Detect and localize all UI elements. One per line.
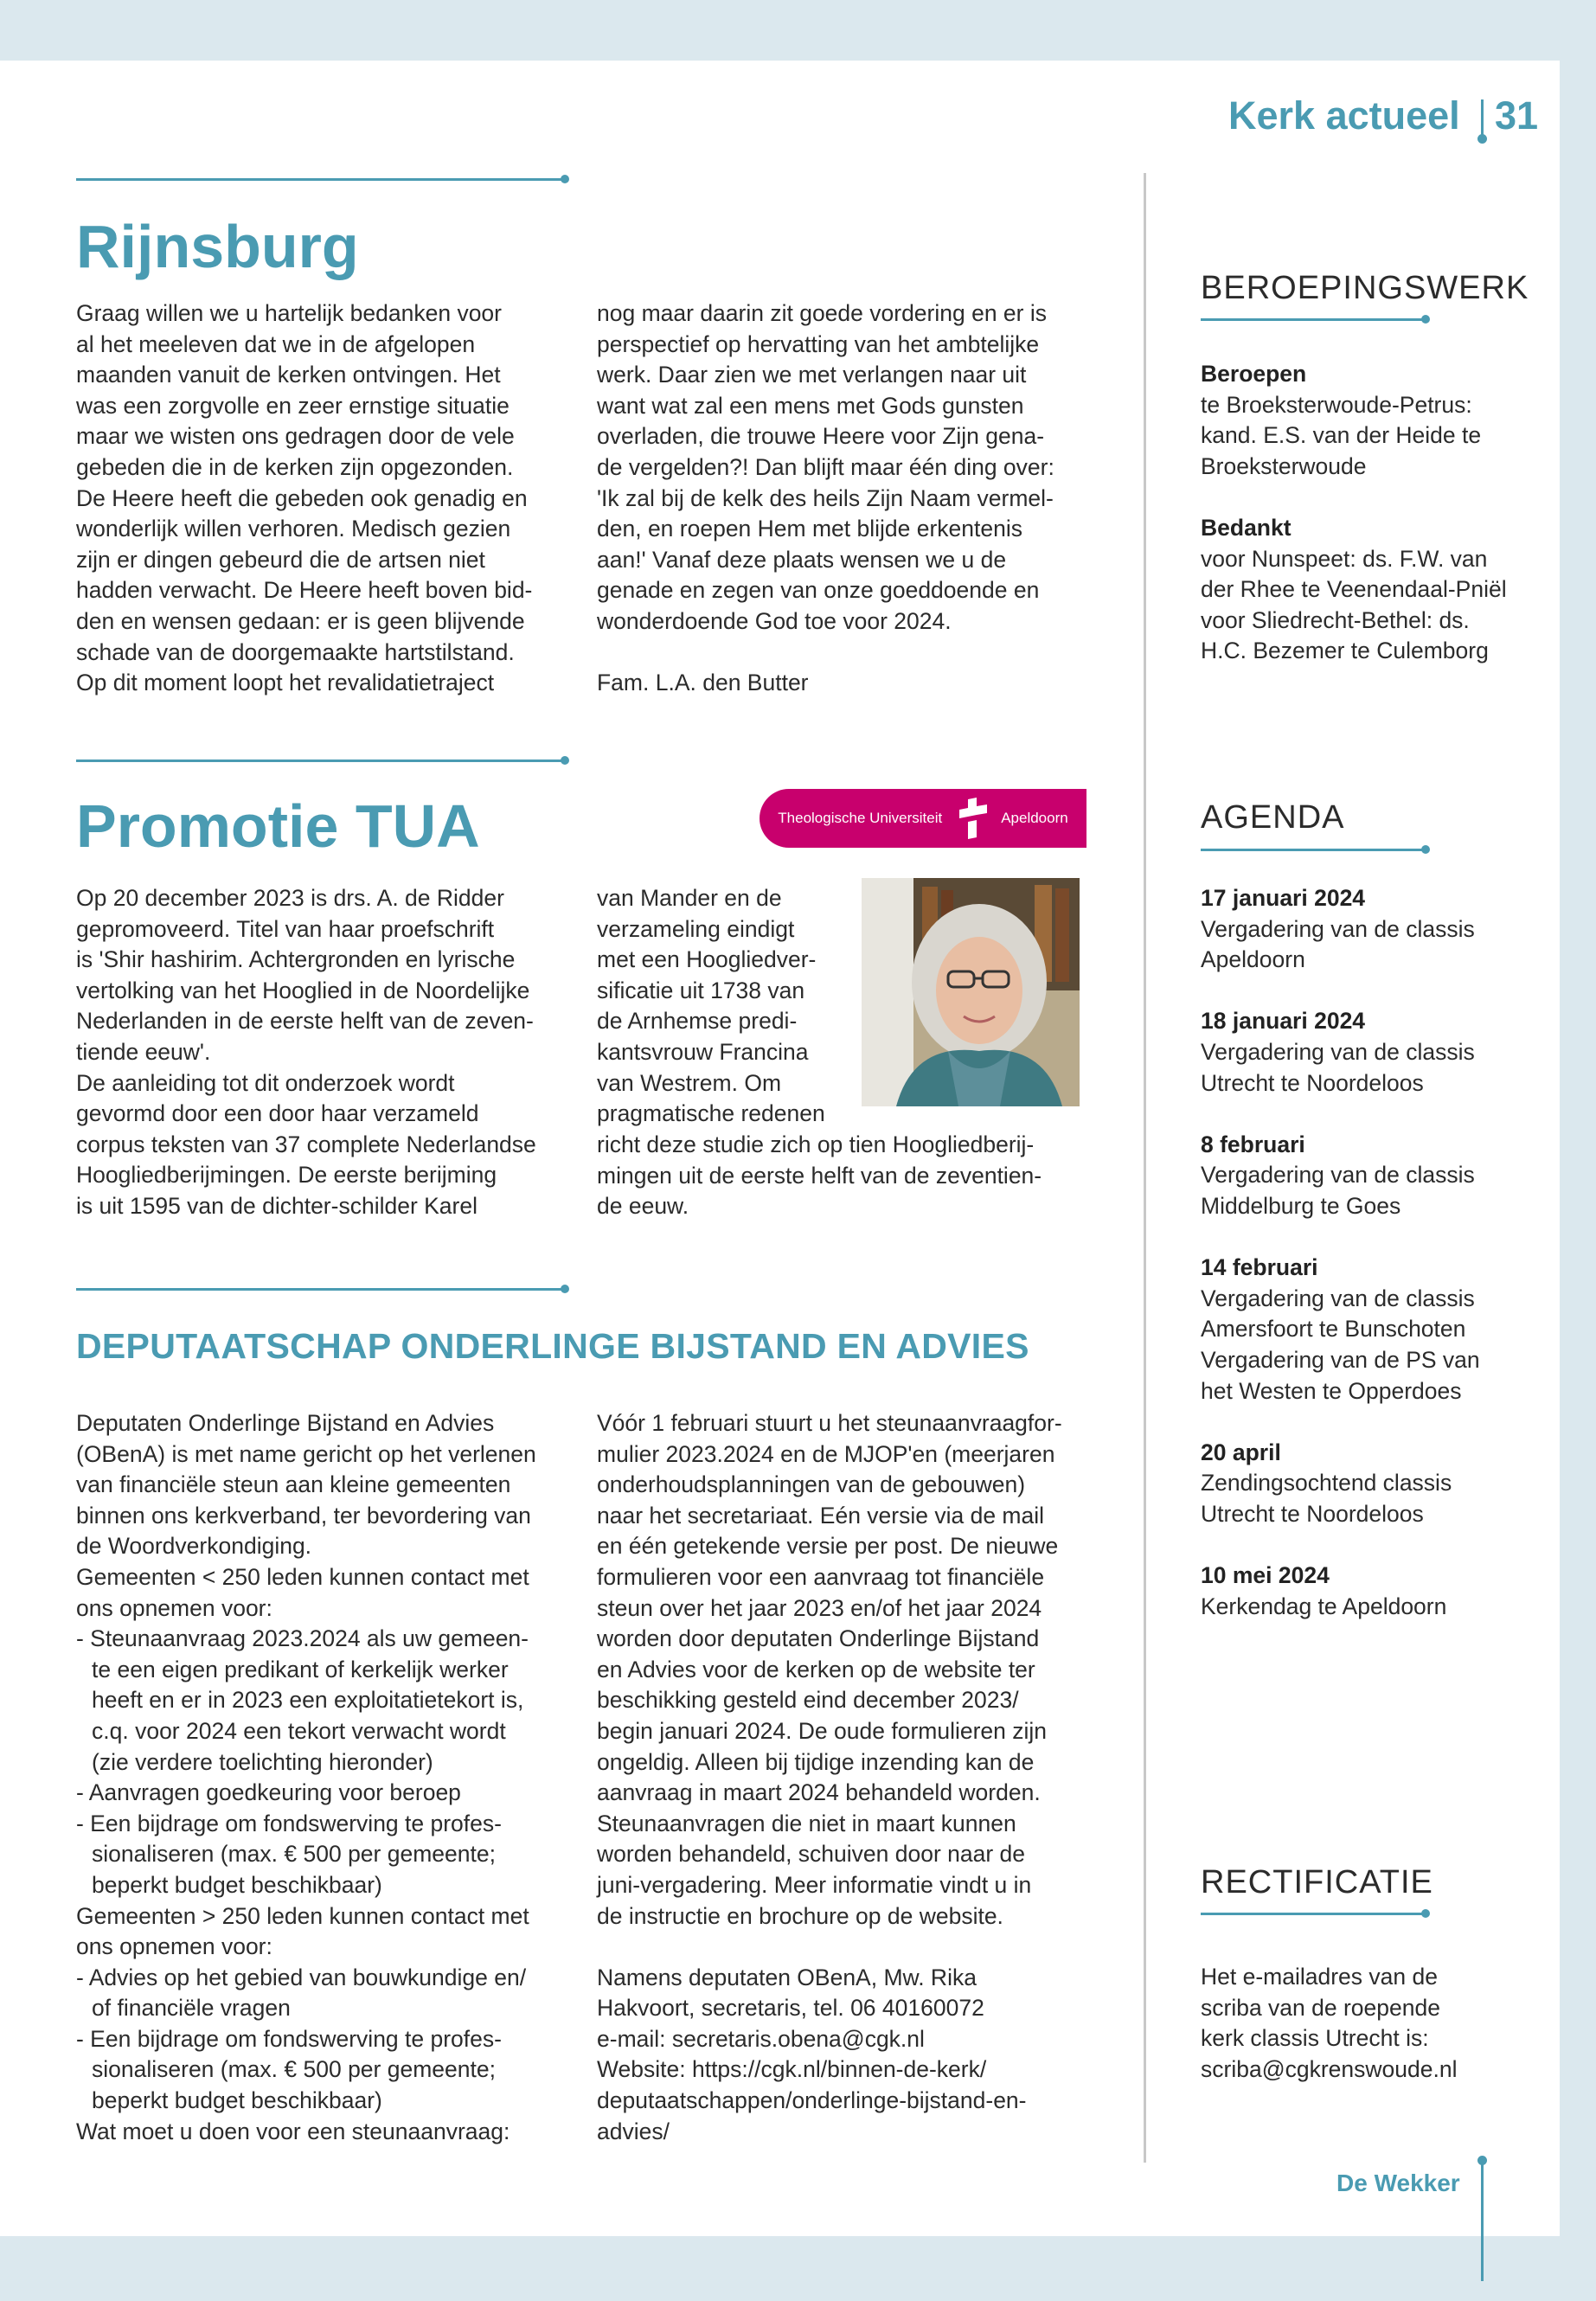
text-line: want wat zal een mens met Gods gunsten — [597, 392, 1024, 419]
text-line: steun over het jaar 2023 en/of het jaar 2024 — [597, 1594, 1042, 1621]
text-line: Steunaanvragen die niet in maart kunnen — [597, 1810, 1016, 1836]
text-line: maanden vanuit de kerken ontvingen. Het — [76, 362, 501, 388]
text-line: kerk classis Utrecht is: — [1201, 2025, 1429, 2052]
text-line: voor Nunspeet: ds. F.W. van — [1201, 545, 1488, 572]
agenda-description: Vergadering van de classis — [1201, 1162, 1475, 1189]
header-divider-dot — [1477, 134, 1487, 144]
beroepingswerk-content — [1201, 359, 1538, 698]
text-line: beperkt budget beschikbaar) — [92, 2087, 382, 2114]
section-rule — [76, 1288, 565, 1291]
promotie-right-continued — [597, 1130, 1090, 1222]
text-line: worden door deputaten Onderlinge Bijstand — [597, 1625, 1040, 1652]
sidebar-rule — [1201, 1913, 1426, 1915]
text-line: De aanleiding tot dit onderzoek wordt — [76, 1069, 455, 1096]
text-line: genade en zegen van onze goeddoende en — [597, 577, 1040, 604]
text-line: beperkt budget beschikbaar) — [92, 1871, 382, 1898]
text-line: Wat moet u doen voor een steunaanvraag: — [76, 2118, 510, 2144]
text-line: tiende eeuw'. — [76, 1038, 211, 1065]
text-line: de vergelden?! Dan blijft maar één ding over: — [597, 453, 1054, 480]
text-line: te een eigen predikant of kerkelijk werker — [92, 1656, 509, 1682]
text-line: den en wensen gedaan: er is geen blijvende — [76, 607, 525, 634]
logo-text-right: Apeldoorn — [1001, 810, 1068, 826]
text-line: wonderdoende God toe voor 2024. — [597, 607, 952, 634]
text-line: pragmatische redenen — [597, 1100, 825, 1127]
text-line: 'Ik zal bij de kelk des heils Zijn Naam vermel- — [597, 484, 1054, 511]
text-line: Gemeenten > 250 leden kunnen contact met — [76, 1902, 529, 1929]
text-line: sificatie uit 1738 van — [597, 977, 805, 1003]
agenda-entry — [1201, 1130, 1538, 1222]
article-title-obena: DEPUTAATSCHAP ONDERLINGE BIJSTAND EN ADVIES — [76, 1326, 1029, 1366]
logo-text-left: Theologische Universiteit — [778, 810, 943, 826]
section-title: Kerk actueel — [1228, 93, 1460, 138]
text-line: Hoogliedberijmingen. De eerste berijming — [76, 1162, 497, 1189]
agenda-description: het Westen te Opperdoes — [1201, 1377, 1462, 1404]
text-line: H.C. Bezemer te Culemborg — [1201, 638, 1489, 664]
rijnsburg-left-column — [76, 298, 569, 699]
contact-line: e-mail: secretaris.obena@cgk.nl — [597, 2025, 925, 2052]
text-line: of financiële vragen — [92, 1995, 291, 2022]
portrait-illustration — [862, 878, 1080, 1106]
text-line: - Advies op het gebied van bouwkundige en/ — [76, 1964, 527, 1990]
text-line: de Arnhemse predi- — [597, 1008, 798, 1035]
article-title-rijnsburg: Rijnsburg — [76, 213, 359, 280]
text-line: Op dit moment loopt het revalidatietraject — [76, 670, 495, 696]
agenda-entry — [1201, 1253, 1538, 1407]
agenda-description: Zendingsochtend classis — [1201, 1470, 1452, 1497]
text-line: zijn er dingen gebeurd die de artsen niet — [76, 546, 485, 573]
contact-line: Namens deputaten OBenA, Mw. Rika — [597, 1964, 977, 1990]
text-line: Broeksterwoude — [1201, 452, 1367, 479]
agenda-date: 14 februari — [1201, 1254, 1318, 1281]
agenda-description: Kerkendag te Apeldoorn — [1201, 1593, 1447, 1619]
contact-line: advies/ — [597, 2118, 670, 2144]
text-line: Nederlanden in de eerste helft van de zeven- — [76, 1008, 534, 1035]
section-rule — [76, 178, 565, 181]
text-line: perspectief op hervatting van het ambtelijke — [597, 330, 1040, 357]
text-line: sionaliseren (max. € 500 per gemeente; — [92, 1841, 496, 1868]
text-line: voor Sliedrecht-Bethel: ds. — [1201, 606, 1470, 633]
text-line: de Woordverkondiging. — [76, 1533, 312, 1560]
text-line: de eeuw. — [597, 1193, 689, 1220]
promotie-right-wrap — [597, 883, 830, 1130]
text-line: mulier 2023.2024 en de MJOP'en (meerjaren — [597, 1440, 1055, 1467]
text-line: den, en roepen Hem met blijde erkentenis — [597, 516, 1023, 542]
text-line: beschikking gesteld eind december 2023/ — [597, 1687, 1019, 1714]
text-line: de instructie en brochure op de website. — [597, 1902, 1003, 1929]
text-line: Op 20 december 2023 is drs. A. de Ridder — [76, 885, 504, 911]
agenda-date: 10 mei 2024 — [1201, 1562, 1330, 1589]
text-line: van financiële steun aan kleine gemeenten — [76, 1471, 511, 1498]
footer-divider — [1481, 2160, 1484, 2281]
agenda-description: Vergadering van de classis — [1201, 915, 1475, 942]
beroepen-label: Beroepen — [1201, 361, 1307, 387]
text-line: overladen, die trouwe Heere voor Zijn gena- — [597, 423, 1045, 450]
text-line: Gemeenten < 250 leden kunnen contact met — [76, 1563, 529, 1590]
agenda-list — [1201, 883, 1538, 1653]
text-line: scriba van de roepende — [1201, 1994, 1440, 2021]
text-line: c.q. voor 2024 een tekort verwacht wordt — [92, 1717, 506, 1744]
text-line: der Rhee te Veenendaal-Pniël — [1201, 576, 1507, 603]
text-line: is uit 1595 van de dichter-schilder Karel — [76, 1192, 478, 1219]
agenda-description: Apeldoorn — [1201, 946, 1305, 973]
obena-right-column — [597, 1408, 1090, 2147]
text-line: - Aanvragen goedkeuring voor beroep — [76, 1779, 461, 1806]
agenda-description: Utrecht te Noordeloos — [1201, 1500, 1424, 1527]
text-line: De Heere heeft die gebeden ook genadig en — [76, 484, 528, 511]
agenda-date: 18 januari 2024 — [1201, 1008, 1366, 1035]
agenda-description: Amersfoort te Bunschoten — [1201, 1316, 1466, 1343]
text-line: sionaliseren (max. € 500 per gemeente; — [92, 2056, 496, 2083]
text-line: - Steunaanvraag 2023.2024 als uw gemeen- — [76, 1625, 529, 1652]
text-line: met een Hoogliedver- — [597, 946, 817, 973]
text-line: Deputaten Onderlinge Bijstand en Advies — [76, 1410, 495, 1436]
signature: Fam. L.A. den Butter — [597, 670, 809, 696]
text-line: formulieren voor een aanvraag tot financiële — [597, 1563, 1045, 1590]
text-line: mingen uit de eerste helft van de zeventien- — [597, 1162, 1042, 1189]
article-title-promotie: Promotie TUA — [76, 792, 480, 860]
agenda-entry — [1201, 1561, 1538, 1622]
text-line: onderhoudsplanningen van de gebouwen) — [597, 1471, 1026, 1498]
agenda-description: Vergadering van de classis — [1201, 1285, 1475, 1311]
text-line: aanvraag in maart 2024 behandeld worden. — [597, 1779, 1041, 1806]
text-line: ons opnemen voor: — [76, 1933, 272, 1960]
text-line: en één getekende versie per post. De nieuwe — [597, 1533, 1059, 1560]
promotie-left-column — [76, 883, 569, 1222]
text-line: en Advies voor de kerken op de website ter — [597, 1656, 1035, 1682]
text-line: nog maar daarin zit goede vordering en er is — [597, 300, 1047, 326]
section-rule — [76, 760, 565, 762]
text-line: gevormd door een door haar verzameld — [76, 1100, 479, 1127]
text-line: worden behandeld, schuiven door naar de — [597, 1841, 1026, 1868]
contact-line: Website: https://cgk.nl/binnen-de-kerk/ — [597, 2056, 987, 2083]
agenda-description: Utrecht te Noordeloos — [1201, 1069, 1424, 1096]
text-line: (OBenA) is met name gericht op het verlenen — [76, 1440, 536, 1467]
text-line: (zie verdere toelichting hieronder) — [92, 1748, 433, 1775]
tua-logo — [760, 789, 1086, 848]
bedankt-label: Bedankt — [1201, 514, 1292, 541]
text-line: kand. E.S. van der Heide te — [1201, 422, 1482, 449]
text-line: - Een bijdrage om fondswerving te profes- — [76, 1810, 502, 1836]
text-line: Graag willen we u hartelijk bedanken voor — [76, 300, 502, 326]
rijnsburg-right-column — [597, 298, 1090, 699]
text-line: heeft en er in 2023 een exploitatietekort is, — [92, 1687, 524, 1714]
text-line: ongeldig. Alleen bij tijdige inzending kan de — [597, 1748, 1035, 1775]
sidebar-heading-agenda: AGENDA — [1201, 799, 1345, 836]
column-divider — [1144, 173, 1146, 2163]
sidebar-heading-rectificatie: RECTIFICATIE — [1201, 1864, 1433, 1900]
text-line: Vóór 1 februari stuurt u het steunaanvraagfor- — [597, 1410, 1062, 1436]
text-line: binnen ons kerkverband, ter bevordering van — [76, 1502, 531, 1529]
text-line: van Westrem. Om — [597, 1069, 782, 1096]
text-line: van Mander en de — [597, 885, 782, 911]
page-number: 31 — [1495, 93, 1539, 138]
agenda-description: Middelburg te Goes — [1201, 1192, 1401, 1219]
obena-left-column — [76, 1408, 569, 2147]
text-line: maar we wisten ons gedragen door de vele — [76, 423, 515, 450]
text-line: corpus teksten van 37 complete Nederlandse — [76, 1131, 536, 1157]
text-line: wonderlijk willen verhoren. Medisch gezien — [76, 516, 511, 542]
text-line: naar het secretariaat. Eén versie via de mail — [597, 1502, 1045, 1529]
text-line: richt deze studie zich op tien Hoogliedberij- — [597, 1131, 1035, 1157]
sidebar-rule — [1201, 318, 1426, 321]
text-line: aan!' Vanaf deze plaats wensen we u de — [597, 546, 1007, 573]
text-line: werk. Daar zien we met verlangen naar uit — [597, 362, 1027, 388]
footer-brand: De Wekker — [1336, 2170, 1460, 2196]
agenda-entry — [1201, 1006, 1538, 1099]
text-line: was een zorgvolle en zeer ernstige situatie — [76, 392, 510, 419]
text-line: te Broeksterwoude-Petrus: — [1201, 391, 1472, 418]
text-line: verzameling eindigt — [597, 915, 795, 942]
text-line: Het e-mailadres van de — [1201, 1964, 1438, 1990]
tua-cross-icon — [952, 798, 990, 839]
agenda-entry — [1201, 883, 1538, 976]
text-line: kantsvrouw Francina — [597, 1038, 809, 1065]
agenda-date: 20 april — [1201, 1439, 1281, 1465]
agenda-description: Vergadering van de PS van — [1201, 1346, 1480, 1373]
agenda-date: 17 januari 2024 — [1201, 885, 1366, 911]
text-line: al het meeleven dat we in de afgelopen — [76, 330, 476, 357]
portrait-photo — [862, 878, 1080, 1106]
agenda-entry — [1201, 1438, 1538, 1530]
text-line: ons opnemen voor: — [76, 1594, 272, 1621]
sidebar-heading-beroepingswerk: BEROEPINGSWERK — [1201, 270, 1529, 306]
agenda-description: Vergadering van de classis — [1201, 1038, 1475, 1065]
text-line: juni-vergadering. Meer informatie vindt u in — [597, 1871, 1032, 1898]
text-line: schade van de doorgemaakte hartstilstand. — [76, 638, 515, 665]
text-line: scriba@cgkrenswoude.nl — [1201, 2055, 1458, 2082]
text-line: - Een bijdrage om fondswerving te profes- — [76, 2025, 502, 2052]
text-line: hadden verwacht. De Heere heeft boven bid- — [76, 577, 533, 604]
text-line: begin januari 2024. De oude formulieren zijn — [597, 1717, 1048, 1744]
contact-line: Hakvoort, secretaris, tel. 06 40160072 — [597, 1995, 984, 2022]
contact-line: deputaatschappen/onderlinge-bijstand-en- — [597, 2087, 1027, 2114]
text-line: gebeden die in de kerken zijn opgezonden. — [76, 453, 514, 480]
text-line: is 'Shir hashirim. Achtergronden en lyrische — [76, 946, 516, 973]
sidebar-rule — [1201, 849, 1426, 851]
rectificatie-content — [1201, 1962, 1538, 2085]
text-line: vertolking van het Hooglied in de Noordelijke — [76, 977, 530, 1003]
agenda-date: 8 februari — [1201, 1131, 1305, 1157]
text-line: gepromoveerd. Titel van haar proefschrift — [76, 915, 495, 942]
